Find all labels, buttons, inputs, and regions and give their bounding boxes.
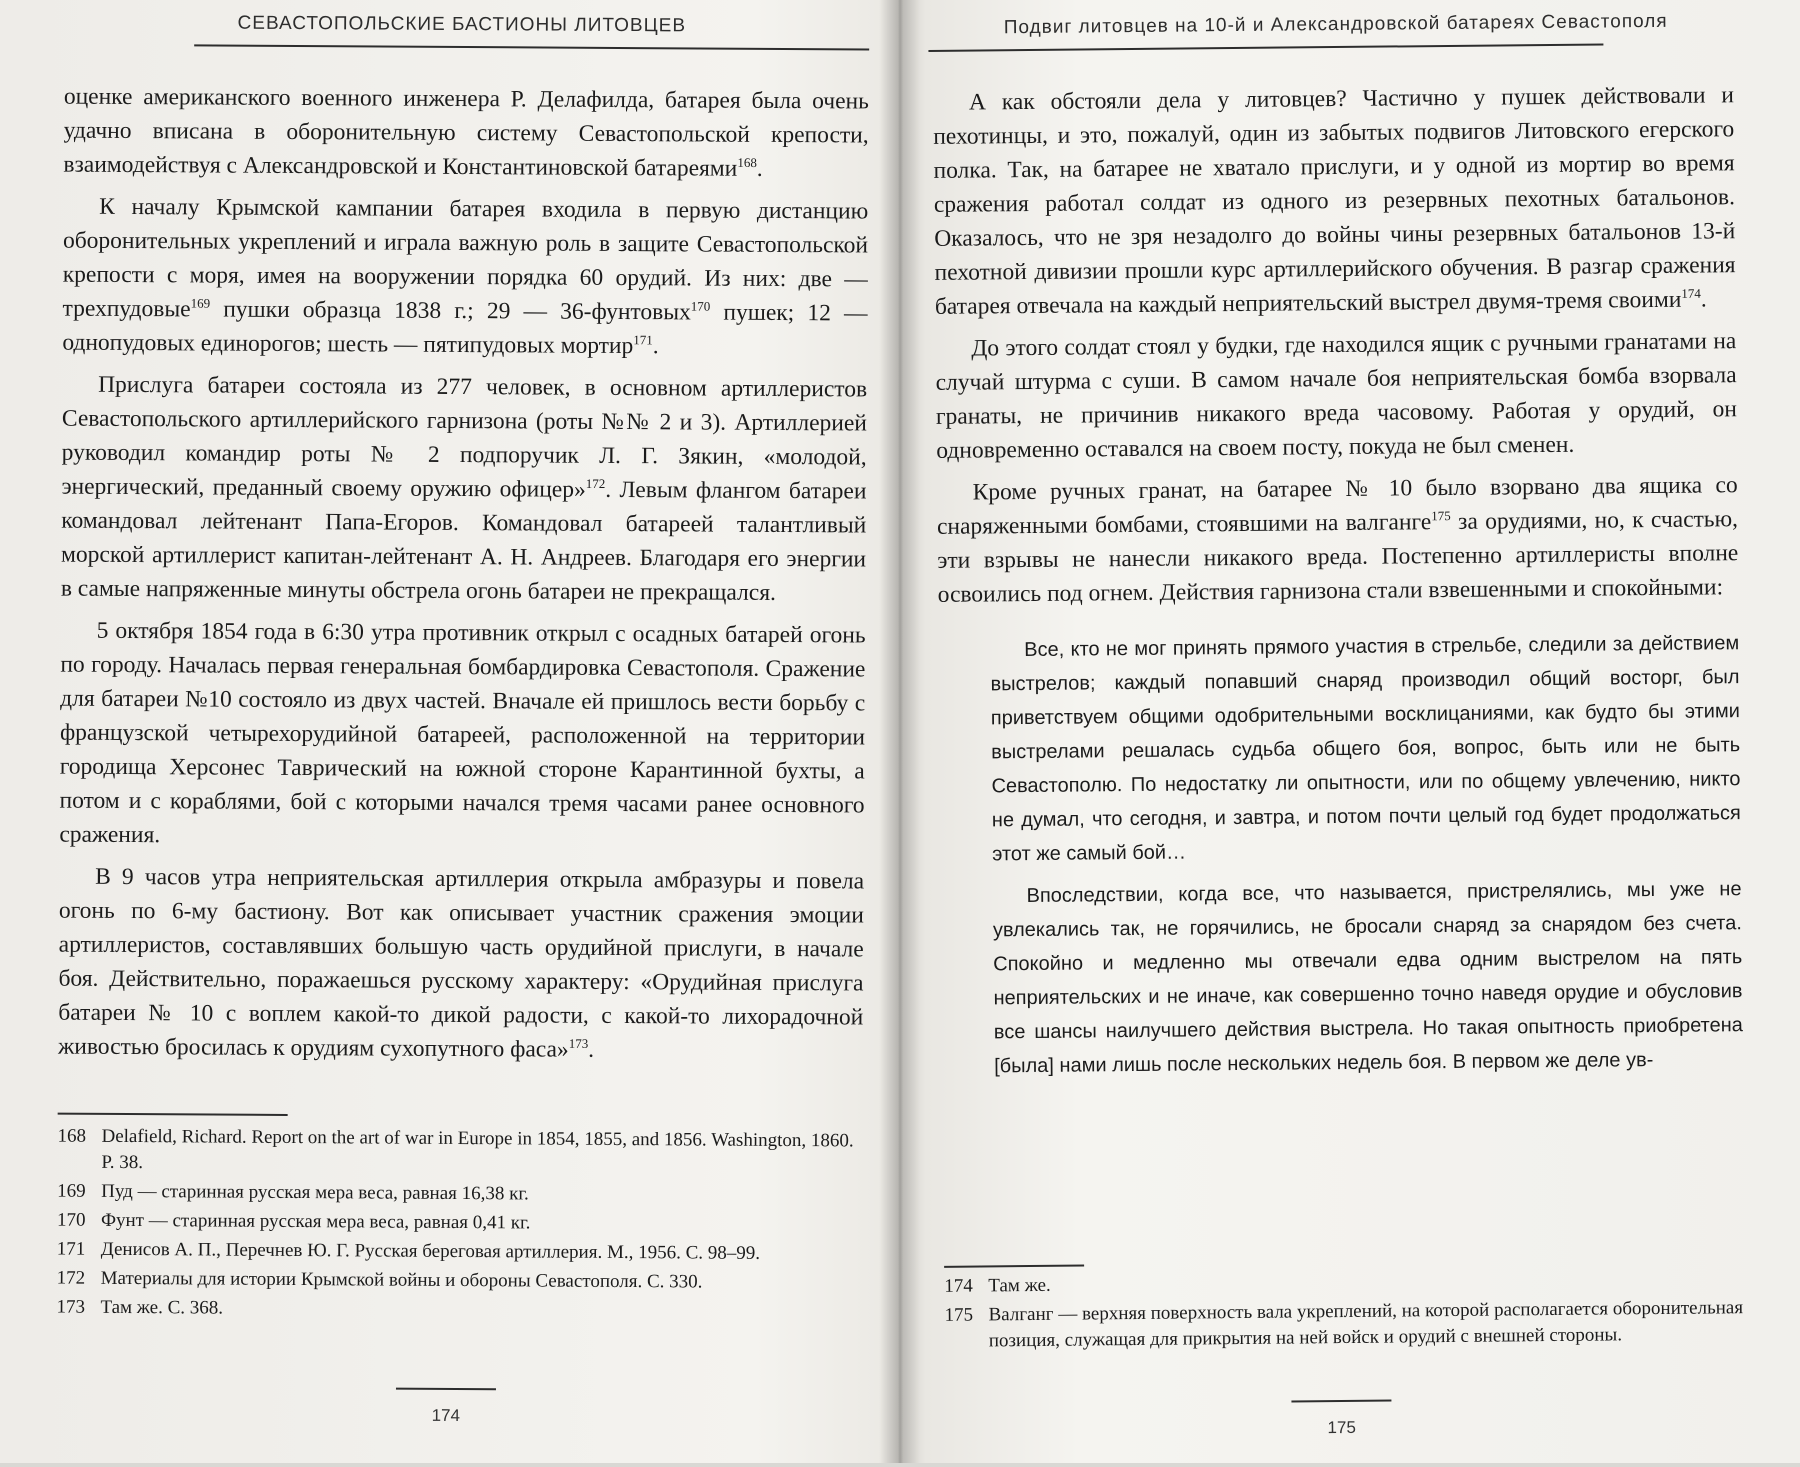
footnote <box>57 1124 862 1181</box>
quote-paragraph: Впоследствии, когда все, что называется, пристрелялись, мы уже не увлекались так, не горячились, не бросали снаряд за снарядом без счета. Спокойно и медленно мы отвечали едва одним выстрелом на пять неприятельских и не иначе, как совершенно точно наведя орудие и обусловив все шансы наилучшего действия выстрела. Но такая опытность приобретена [была] нами лишь после нескольких недель боя. В первом же деле ув- <box>992 878 1743 1078</box>
footnotes-left <box>56 1124 862 1329</box>
right-page <box>918 0 1767 1467</box>
footnote-text: Материалы для истории Крымской войны и обороны Севастополя. С. 330. <box>100 1267 703 1293</box>
footnote-number: 172 <box>56 1267 86 1289</box>
text-run: В 9 часов утра неприятельская артиллерия открыла амбразуры и повела огонь по 6-му бастиону. Вот как описывает участник сражения эмоции артиллеристов, составлявших большую часть орудийной прислуги, в начале боя. Действительно, поражаешься русскому характеру: «Орудийная прислуга батареи № 10 с воплем какой-то дикой радости, с какой-то лихорадочной живостью бросилась к орудиям сухопутного фаса» <box>57 863 865 1063</box>
footnote-rule-right <box>944 1265 1084 1268</box>
footnote-text: Там же. <box>988 1274 1051 1297</box>
paragraph <box>933 78 1736 324</box>
running-head-right: Подвиг литовцев на 10-й и Александровской батареях Севастополя <box>1003 10 1668 39</box>
text-run: . <box>588 1036 595 1063</box>
footnote <box>944 1266 1745 1300</box>
footnote-number: 168 <box>57 1125 87 1147</box>
footnote <box>56 1295 861 1326</box>
footnote-ref: 172 <box>585 475 606 492</box>
footnote <box>57 1266 862 1297</box>
running-head-left: СЕВАСТОПОЛЬСКИЕ БАСТИОНЫ ЛИТОВЦЕВ <box>237 12 687 37</box>
footnote-text: Валганг — верхняя поверхность вала укреплений, на которой располагается оборонительная позиция, служащая для прикрытия на ней войск и орудий с внешней стороны. <box>988 1297 1744 1352</box>
footnote-ref: 173 <box>568 1035 589 1051</box>
footnote-number: 175 <box>944 1304 974 1326</box>
text-run: Прислуга батареи состояла из 277 человек, в основном артиллеристов Севастопольского артиллерийского гарнизона (роты №№ 2 и 3). Артиллерией руководил командир роты № 2 подпоручик Л. Г. Зякин, «молодой, энергический, преданный своему оружию офицер» <box>61 371 868 503</box>
text-run: До этого солдат стоял у будки, где находился ящик с ручными гранатами на случай штурма с суши. В самом начале боя неприятельская бомба взорвала гранаты, не причинив никакого вреда часовому. Работая у орудий, он одновременно оставался на своем посту, покуда не был сменен. <box>935 328 1738 464</box>
text-run: . <box>1700 286 1707 313</box>
footnote <box>944 1295 1745 1355</box>
footnote-ref: 175 <box>1431 508 1451 524</box>
paragraph <box>937 468 1739 612</box>
footnote <box>57 1208 862 1239</box>
footnote <box>57 1179 862 1210</box>
block-quote <box>990 626 1743 1083</box>
head-rule-left <box>194 44 869 50</box>
paragraph <box>63 80 869 187</box>
footnote-ref: 170 <box>690 298 711 314</box>
text-run: пушек; 12 — однопудовых единорогов; шесть — пятипудовых мортир <box>62 299 868 360</box>
paragraph <box>61 368 867 611</box>
text-run: К началу Крымской кампании батарея входила в первую дистанцию оборонительных укреплений и играла важную роль в защите Севастопольской крепости с моря, имея на вооружении порядка 60 орудий. Из них: две — трехпудовые <box>62 193 869 323</box>
footnote-text: Денисов А. П., Перечнев Ю. Г. Русская береговая артиллерия. М., 1956. С. 98–99. <box>100 1238 761 1264</box>
footnote-ref: 168 <box>737 154 757 170</box>
footnote-ref: 171 <box>633 332 653 348</box>
footnote-rule-left <box>58 1113 288 1116</box>
paragraph <box>935 324 1737 468</box>
footnote-ref: 174 <box>1681 285 1701 301</box>
right-paragraphs <box>933 78 1739 612</box>
page-number-right: 175 <box>1327 1417 1356 1438</box>
footnote-text: Фунт — старинная русская мера веса, равная 0,41 кг. <box>100 1209 531 1234</box>
paragraph <box>59 614 865 857</box>
footnotes-right <box>944 1266 1746 1358</box>
folio-rule-right <box>1291 1400 1391 1403</box>
footnote-text: Там же. С. 368. <box>100 1296 224 1319</box>
gutter-shadow <box>880 0 920 1463</box>
left-page <box>36 0 880 1466</box>
quote-paragraph: Все, кто не мог принять прямого участия в стрельбе, следили за действием выстрелов; каждый попавший снаряд производил общий восторг, был приветствуем общими одобрительными восклицаниями, как будто бы этими выстрелами решалась судьба общего боя, вопрос, быть или не быть Севастополю. По недостатку ли опытности, или по общему увлечению, никто не думал, что сегодня, и завтра, и потом почти целый год будет продолжаться этот же самый бой… <box>990 632 1741 866</box>
text-run: . <box>756 155 763 182</box>
text-run: . Левым флангом батареи командовал лейтенант Папа-Егоров. Командовал батареей талантливый морской артиллерист капитан-лейтенант А. Н. Андреев. Благодаря его энергии в самые напряженные минуты обстрела огонь батареи не прекращался. <box>60 476 867 606</box>
footnote-text: Пуд — старинная русская мера веса, равная 16,38 кг. <box>101 1180 529 1205</box>
text-run: . <box>652 333 659 360</box>
page-number-left: 174 <box>431 1405 461 1426</box>
text-run: за орудиями, но, к счастью, эти взрывы не нанесли никакого вреда. Постепенно артиллеристы вполне освоились под огнем. Действия гарнизона стали взвешенными и спокойными: <box>937 506 1739 608</box>
text-run: 5 октября 1854 года в 6:30 утра противник открыл с осадных батарей огонь по городу. Началась первая генеральная бомбардировка Севастополя. Сражение для батареи №10 состояло из двух частей. Вначале ей пришлось вести борьбу с французской четырехорудийной батареей, расположенной на территории городища Херсонес Таврический на южной стороне Карантинной бухты, а потом и с кораблями, бой с которыми начался тремя часами ранее основного сражения. <box>59 617 866 849</box>
text-run: пушки образца 1838 г.; 29 — 36-фунтовых <box>210 296 691 326</box>
text-run: А как обстояли дела у литовцев? Частично у пушек действовали и пехотинцы, и это, пожалуй, один из забытых подвигов Литовского егерского полка. Так, на батарее не хватало прислуги, и у одной из мортир во время сражения работал солдат из одного из резервных пехотных батальонов. Оказалось, что не зря незадолго до войны чины резервных батальонов 13-й пехотной дивизии прошли курс артиллерийского обучения. В разгар сражения батарея отвечала на каждый неприятельский выстрел двумя-тремя своими <box>933 82 1736 320</box>
footnote-number: 169 <box>57 1180 86 1202</box>
body-text-right <box>933 78 1744 1094</box>
paragraph <box>62 190 868 365</box>
footnote-ref: 169 <box>190 295 211 311</box>
footnote-number: 174 <box>944 1275 973 1297</box>
footnote-number: 171 <box>56 1238 86 1260</box>
paragraph <box>58 860 864 1069</box>
footnote <box>57 1237 862 1268</box>
text-run: оценке американского военного инженера Р. Делафилда, батарея была очень удачно вписана в оборонительную систему Севастопольской крепости, взаимодействуя с Александровской и Константиновской батареями <box>63 83 869 182</box>
footnote-text: Delafield, Richard. Report on the art of war in Europe in 1854, 1855, and 1856. Washington, 1860. P. 38. <box>101 1125 854 1174</box>
text-run: Кроме ручных гранат, на батарее № 10 было взорвано два ящика со снаряженными бомбами, стоявшими на валганге <box>936 472 1738 540</box>
body-text-left <box>58 80 869 1077</box>
footnote-number: 173 <box>56 1296 86 1318</box>
head-rule-right <box>928 43 1603 51</box>
footnote-number: 170 <box>56 1209 86 1231</box>
folio-rule-left <box>396 1388 496 1391</box>
